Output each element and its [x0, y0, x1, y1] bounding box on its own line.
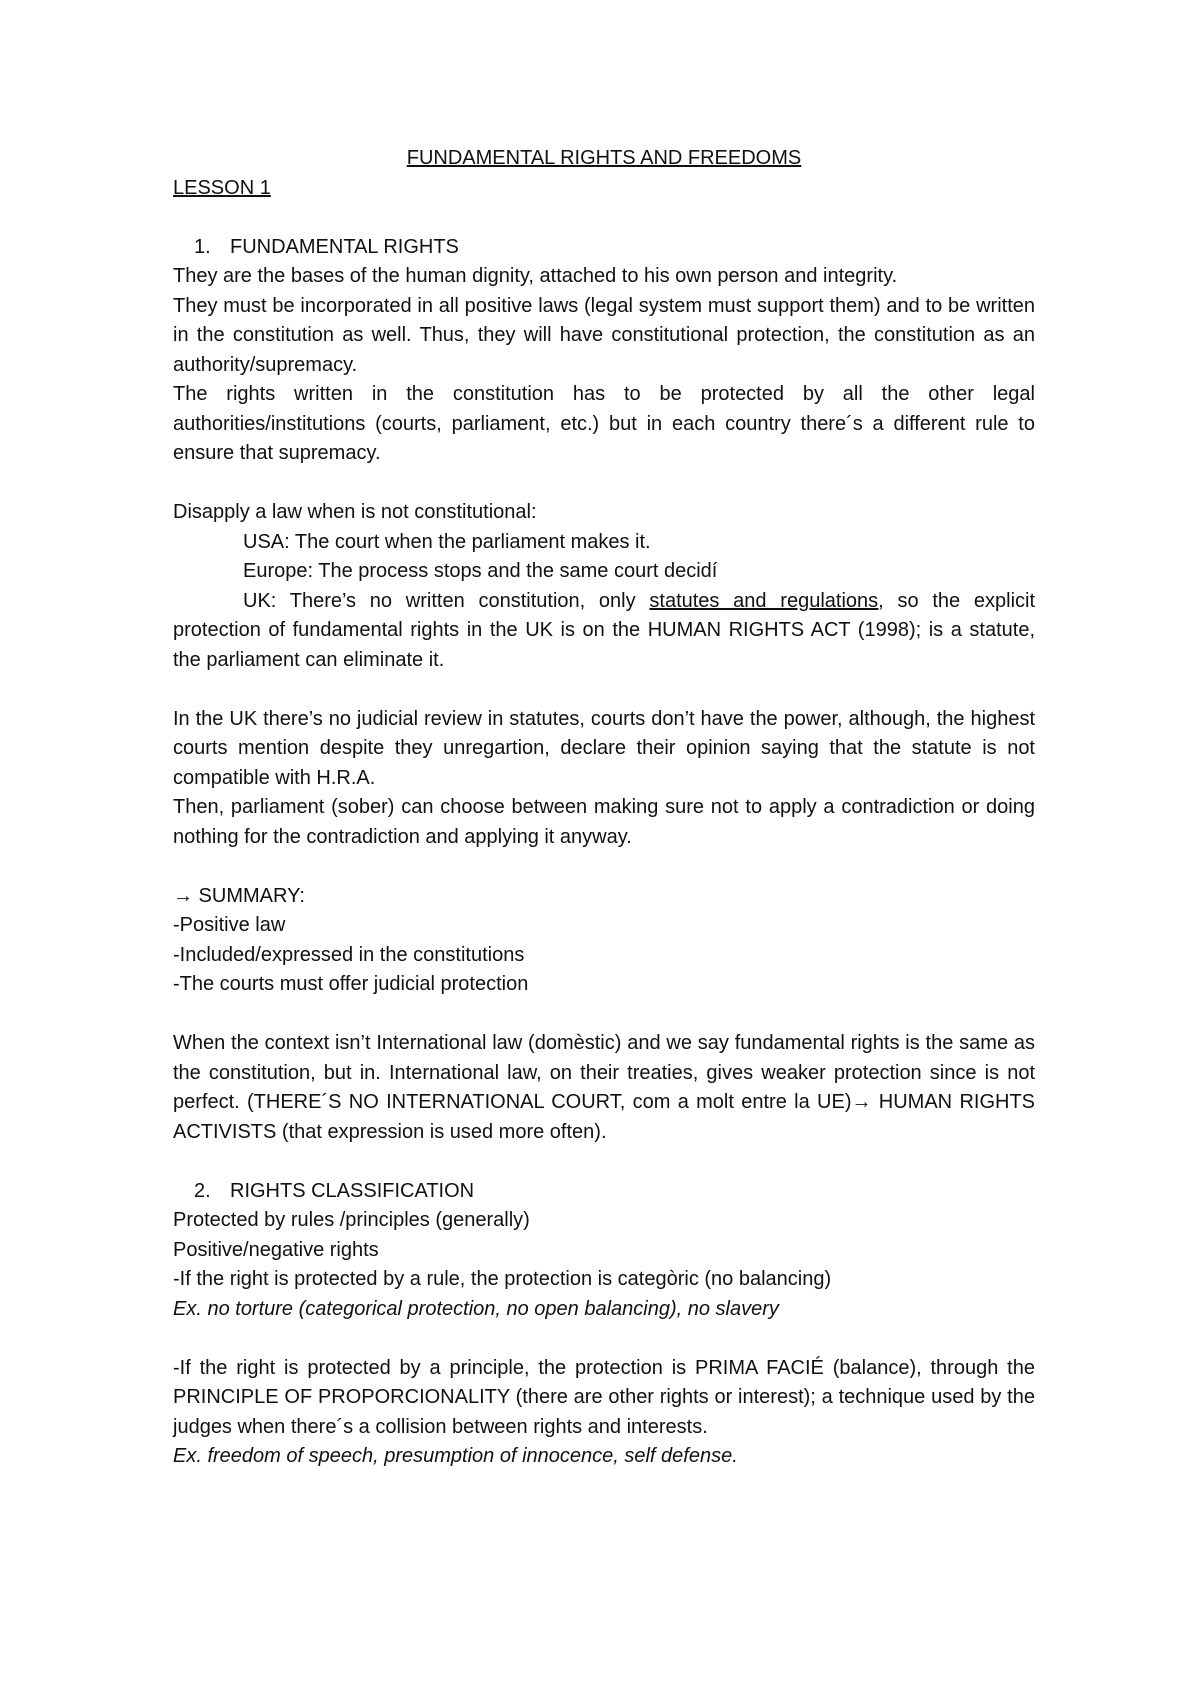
- summary-item: -The courts must offer judicial protection: [173, 973, 529, 995]
- example-text: Ex. freedom of speech, presumption of innocence, self defense.: [173, 1445, 738, 1467]
- section-heading-text: RIGHTS CLASSIFICATION: [230, 1179, 475, 1202]
- paragraph: When the context isn’t International law (domèstic) and we say fundamental rights is the same as the constitution, but in. International law, on their treaties, gives weaker protection since is not perfect. (THERE´S NO INTERNATIONAL COURT, com a molt entre la UE)→ HUMAN RIGHTS ACTIVISTS (that expression is used more often).: [173, 1032, 1035, 1143]
- section-number: 1.: [194, 235, 211, 258]
- document-title: FUNDAMENTAL RIGHTS AND FREEDOMS: [406, 147, 802, 169]
- paragraph: Disapply a law when is not constitutional:: [173, 501, 537, 523]
- paragraph: They must be incorporated in all positive laws (legal system must support them) and to be written in the constitution as well. Thus, they will have constitutional protection, the constitution as an authority/supremacy.: [173, 294, 1035, 376]
- document-body: [173, 144, 1035, 1472]
- lesson-label: LESSON 1: [173, 176, 271, 199]
- paragraph: Positive/negative rights: [173, 1238, 379, 1261]
- paragraph: Protected by rules /principles (generally): [173, 1209, 530, 1231]
- paragraph: -If the right is protected by a rule, the protection is categòric (no balancing): [173, 1268, 832, 1290]
- paragraph: They are the bases of the human dignity, attached to his own person and integrity.: [173, 265, 898, 287]
- list-item-europe: Europe: The process stops and the same court decidí: [243, 560, 718, 582]
- example-text: Ex. no torture (categorical protection, no open balancing), no slavery: [173, 1297, 779, 1320]
- list-item-usa: USA: The court when the parliament makes it.: [243, 530, 651, 553]
- summary-item: -Included/expressed in the constitutions: [173, 943, 525, 966]
- paragraph: Then, parliament (sober) can choose between making sure not to apply a contradiction or doing nothing for the contradiction and applying it anyway.: [173, 796, 1035, 848]
- list-item-uk: UK: There’s no written constitution, only statutes and regulations, so the explicit protection of fundamental rights in the UK is on the HUMAN RIGHTS ACT (1998); is a statute, the parliament can eliminate it.: [173, 589, 1036, 671]
- section-heading-text: FUNDAMENTAL RIGHTS: [230, 235, 459, 258]
- underlined-text: statutes and regulations,: [649, 589, 884, 612]
- summary-heading: → SUMMARY:: [173, 884, 305, 907]
- paragraph: In the UK there’s no judicial review in statutes, courts don’t have the power, although, the highest courts mention despite they unregartion, declare their opinion saying that the statute is not compatible with H.R.A.: [173, 707, 1035, 789]
- summary-item: -Positive law: [173, 914, 286, 936]
- paragraph: -If the right is protected by a principle, the protection is PRIMA FACIÉ (balance), through the PRINCIPLE OF PROPORCIONALITY (there are other rights or interest); a technique used by the judges when there´s a collision between rights and interests.: [173, 1356, 1035, 1438]
- section-heading-fundamental-rights: [173, 233, 1035, 263]
- paragraph: The rights written in the constitution has to be protected by all the other legal authorities/institutions (courts, parliament, etc.) but in each country there´s a different rule to ensure that supremacy.: [173, 383, 1035, 464]
- section-heading-rights-classification: [173, 1177, 1035, 1207]
- section-number: 2.: [194, 1179, 211, 1202]
